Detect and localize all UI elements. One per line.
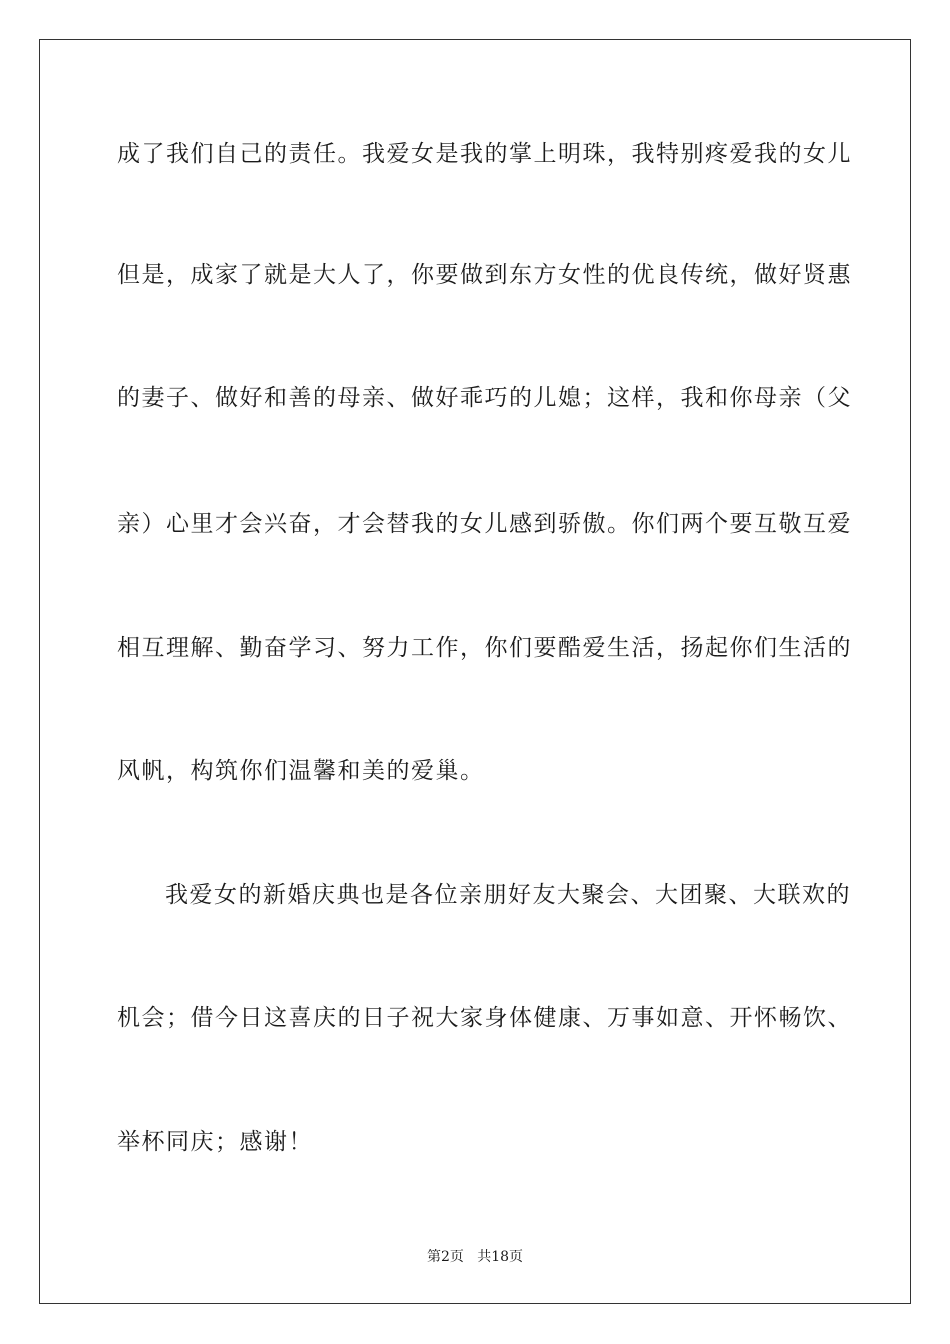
paragraph-line: 风帆，构筑你们温馨和美的爱巢。 (117, 758, 485, 784)
paragraph-line: 举杯同庆；感谢！ (117, 1129, 313, 1155)
page-border (39, 39, 911, 1304)
paragraph-line: 我爱女的新婚庆典也是各位亲朋好友大聚会、大团聚、大联欢的 (165, 882, 851, 908)
paragraph-line: 相互理解、勤奋学习、努力工作，你们要酷爱生活，扬起你们生活的 (117, 635, 852, 661)
paragraph-line: 成了我们自己的责任。我爱女是我的掌上明珠，我特别疼爱我的女儿 (117, 141, 852, 167)
paragraph-line: 的妻子、做好和善的母亲、做好乖巧的儿媳；这样，我和你母亲（父 (117, 385, 852, 411)
paragraph-line: 亲）心里才会兴奋，才会替我的女儿感到骄傲。你们两个要互敬互爱 (117, 511, 852, 537)
paragraph-line: 但是，成家了就是大人了，你要做到东方女性的优良传统，做好贤惠 (117, 262, 852, 288)
paragraph-line: 机会；借今日这喜庆的日子祝大家身体健康、万事如意、开怀畅饮、 (117, 1005, 852, 1031)
page-number-footer: 第2页 共18页 (426, 1249, 524, 1265)
